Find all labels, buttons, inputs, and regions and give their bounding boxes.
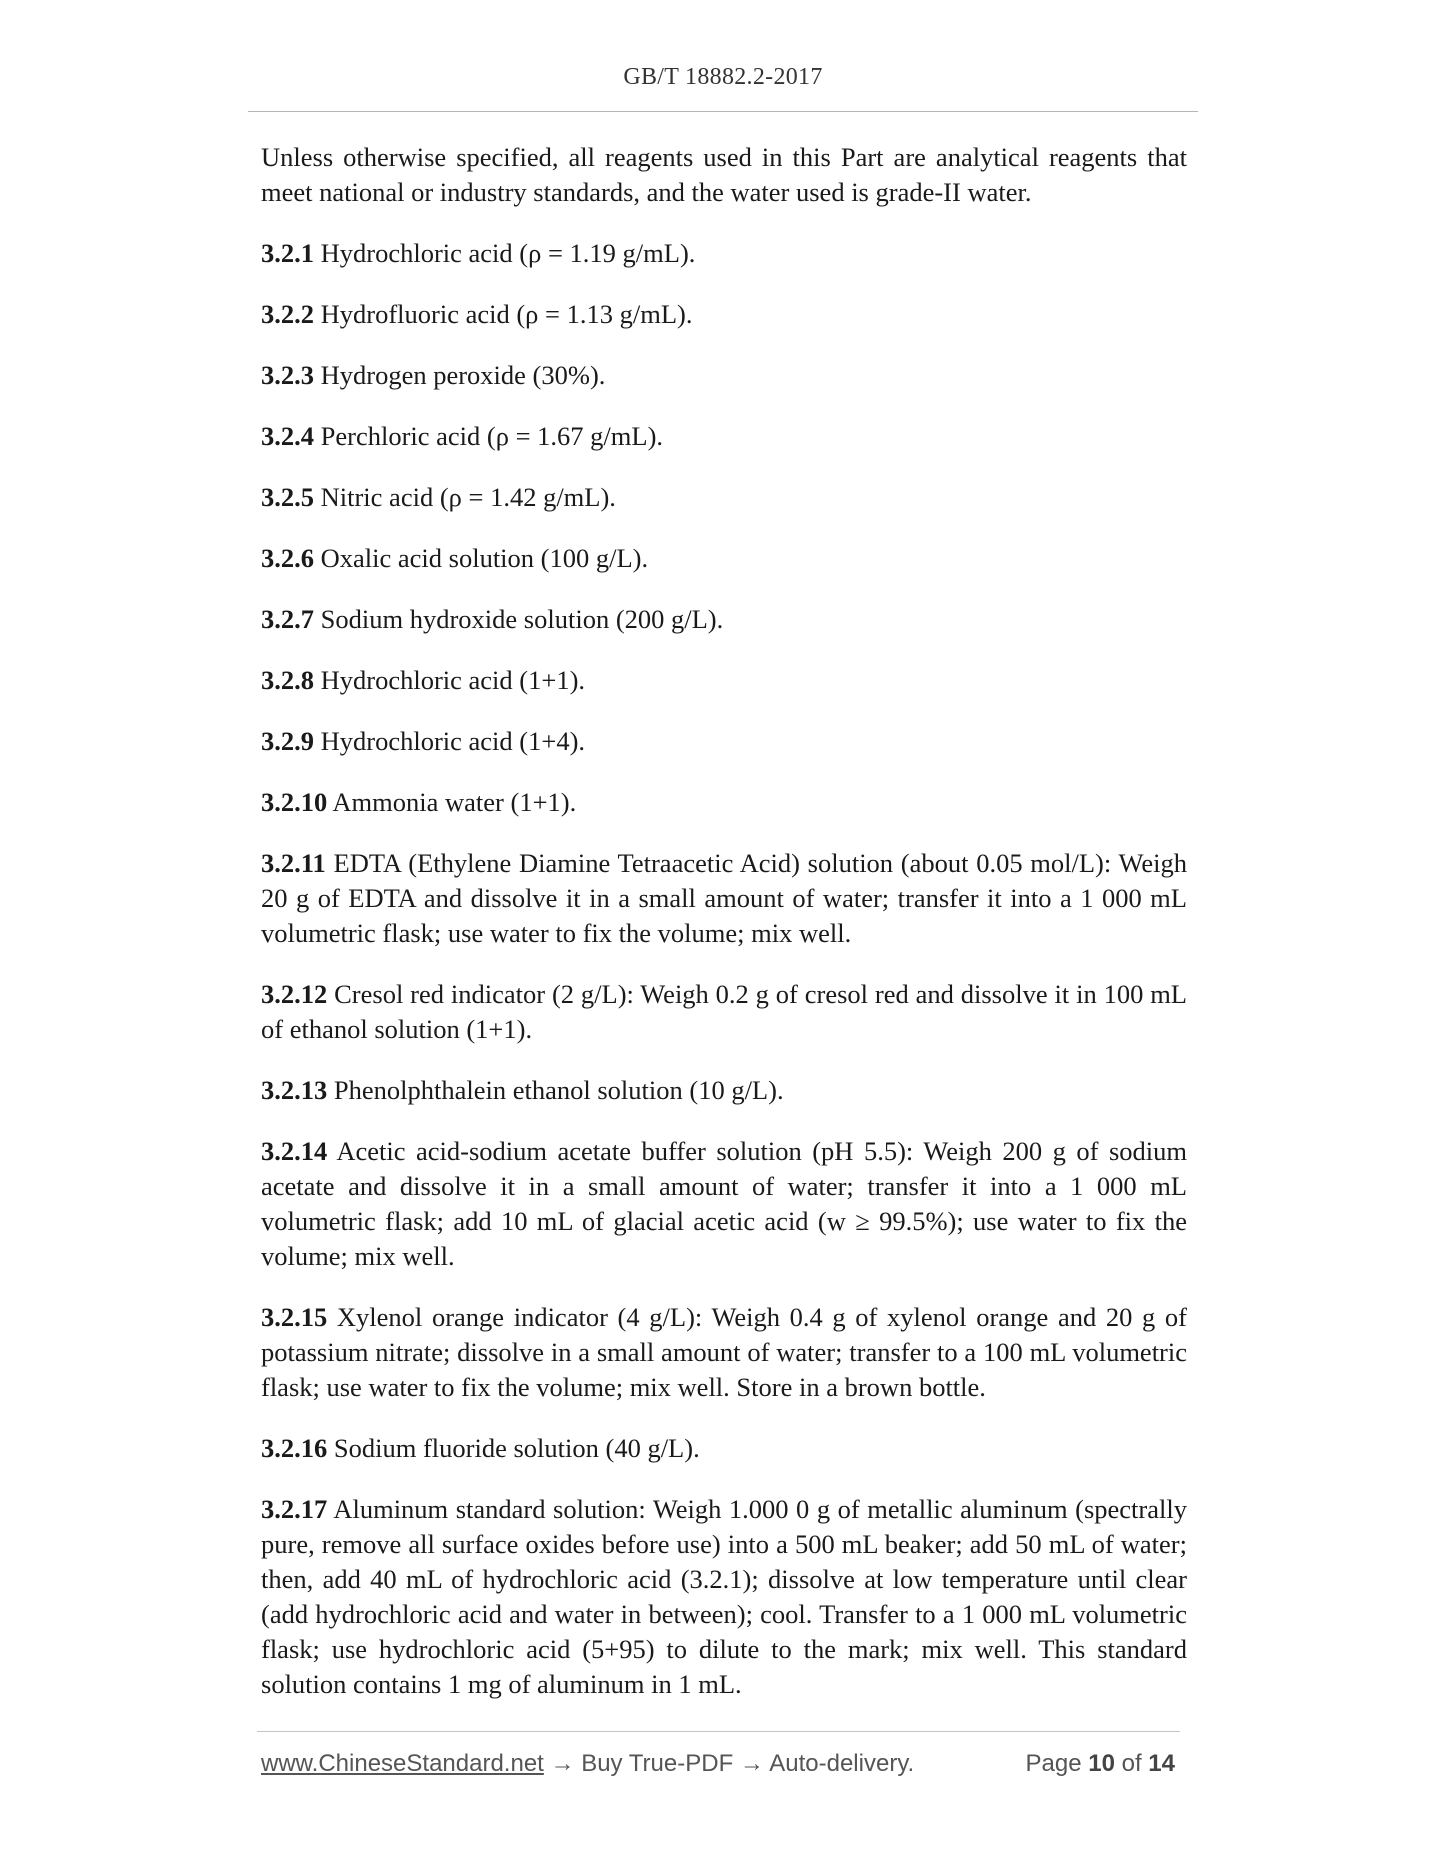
reagent-item: [261, 1492, 1187, 1702]
reagent-item: [261, 602, 1187, 637]
page-footer: [261, 1750, 1187, 1782]
clause-text: Ammonia water (1+1).: [332, 787, 577, 817]
auto-delivery-text: Auto-delivery.: [769, 1750, 915, 1777]
clause-text: Perchloric acid (ρ = 1.67 g/mL).: [320, 421, 664, 451]
reagent-item: [261, 480, 1187, 515]
reagent-item: [261, 236, 1187, 271]
page-label: Page: [1025, 1750, 1082, 1777]
page-of-label: of: [1121, 1750, 1142, 1777]
clause-text: Sodium hydroxide solution (200 g/L).: [320, 604, 724, 634]
header-divider: [248, 111, 1198, 112]
clause-text: Hydrofluoric acid (ρ = 1.13 g/mL).: [320, 299, 693, 329]
clause-number: 3.2.15: [261, 1302, 328, 1332]
clause-number: 3.2.7: [261, 604, 314, 634]
reagent-list: [261, 236, 1187, 1702]
intro-paragraph: Unless otherwise specified, all reagents used in this Part are analytical reagents that meet national or industry standards, and the water used is grade-II water.: [261, 142, 1187, 207]
clause-number: 3.2.11: [261, 848, 326, 878]
clause-number: 3.2.8: [261, 665, 314, 695]
reagent-item: [261, 1300, 1187, 1405]
clause-number: 3.2.5: [261, 482, 314, 512]
website-link[interactable]: www.ChineseStandard.net: [261, 1750, 544, 1777]
reagent-item: [261, 358, 1187, 393]
clause-number: 3.2.10: [261, 787, 328, 817]
clause-number: 3.2.14: [261, 1136, 328, 1166]
clause-text: Acetic acid-sodium acetate buffer solution (pH 5.5): Weigh 200 g of sodium acetate and dissolve it in a small amount of water; transfer it into a 1 000 mL volumetric flask; add 10 mL of glacial acetic acid (w ≥ 99.5%); use water to fix the volume; mix well.: [261, 1136, 1187, 1271]
footer-divider: [257, 1731, 1180, 1732]
clause-text: Aluminum standard solution: Weigh 1.000 0 g of metallic aluminum (spectrally pure, remove all surface oxides before use) into a 500 mL beaker; add 50 mL of water; then, add 40 mL of hydrochloric acid (3.2.1); dissolve at low temperature until clear (add hydrochloric acid and water in between); cool. Transfer to a 1 000 mL volumetric flask; use hydrochloric acid (5+95) to dilute to the mark; mix well. This standard solution contains 1 mg of aluminum in 1 mL.: [261, 1494, 1187, 1699]
page-total: 14: [1148, 1750, 1175, 1777]
clause-text: Xylenol orange indicator (4 g/L): Weigh 0.4 g of xylenol orange and 20 g of potassium nitrate; dissolve in a small amount of water; transfer to a 100 mL volumetric flask; use water to fix the volume; mix well. Store in a brown bottle.: [261, 1302, 1188, 1402]
reagent-item: [261, 1073, 1187, 1108]
clause-text: Hydrochloric acid (1+1).: [320, 665, 586, 695]
page-current: 10: [1088, 1750, 1115, 1777]
clause-text: Hydrogen peroxide (30%).: [320, 360, 606, 390]
footer-promo: [261, 1750, 914, 1778]
clause-text: Phenolphthalein ethanol solution (10 g/L).: [333, 1075, 784, 1105]
clause-number: 3.2.16: [261, 1433, 328, 1463]
clause-text: EDTA (Ethylene Diamine Tetraacetic Acid) solution (about 0.05 mol/L): Weigh 20 g of EDTA and dissolve it in a small amount of water; transfer it into a 1 000 mL volumetric flask; use water to fix the volume; mix well.: [261, 848, 1187, 948]
reagent-item: [261, 1431, 1187, 1466]
reagent-item: [261, 846, 1187, 951]
clause-number: 3.2.13: [261, 1075, 328, 1105]
clause-text: Hydrochloric acid (ρ = 1.19 g/mL).: [320, 238, 696, 268]
reagent-item: [261, 541, 1187, 576]
arrow-right-icon: →: [739, 1750, 764, 1777]
clause-number: 3.2.17: [261, 1494, 328, 1524]
arrow-right-icon: →: [550, 1750, 575, 1777]
clause-text: Cresol red indicator (2 g/L): Weigh 0.2 g of cresol red and dissolve it in 100 mL of ethanol solution (1+1).: [261, 979, 1187, 1044]
clause-number: 3.2.6: [261, 543, 314, 573]
clause-number: 3.2.1: [261, 238, 314, 268]
reagent-item: [261, 663, 1187, 698]
document-header-title: GB/T 18882.2-2017: [623, 64, 823, 90]
document-body: [261, 140, 1187, 1728]
reagent-item: [261, 297, 1187, 332]
clause-number: 3.2.9: [261, 726, 314, 756]
reagent-item: [261, 724, 1187, 759]
reagent-item: [261, 419, 1187, 454]
page-indicator: [1026, 1750, 1176, 1778]
clause-number: 3.2.12: [261, 979, 328, 1009]
clause-text: Sodium fluoride solution (40 g/L).: [333, 1433, 700, 1463]
clause-text: Oxalic acid solution (100 g/L).: [320, 543, 649, 573]
reagent-item: [261, 1134, 1187, 1274]
clause-number: 3.2.3: [261, 360, 314, 390]
clause-text: Hydrochloric acid (1+4).: [320, 726, 586, 756]
reagent-item: [261, 977, 1187, 1047]
buy-true-pdf-text: Buy True-PDF: [581, 1750, 734, 1777]
clause-text: Nitric acid (ρ = 1.42 g/mL).: [320, 482, 616, 512]
clause-number: 3.2.4: [261, 421, 314, 451]
clause-number: 3.2.2: [261, 299, 314, 329]
reagent-item: [261, 785, 1187, 820]
